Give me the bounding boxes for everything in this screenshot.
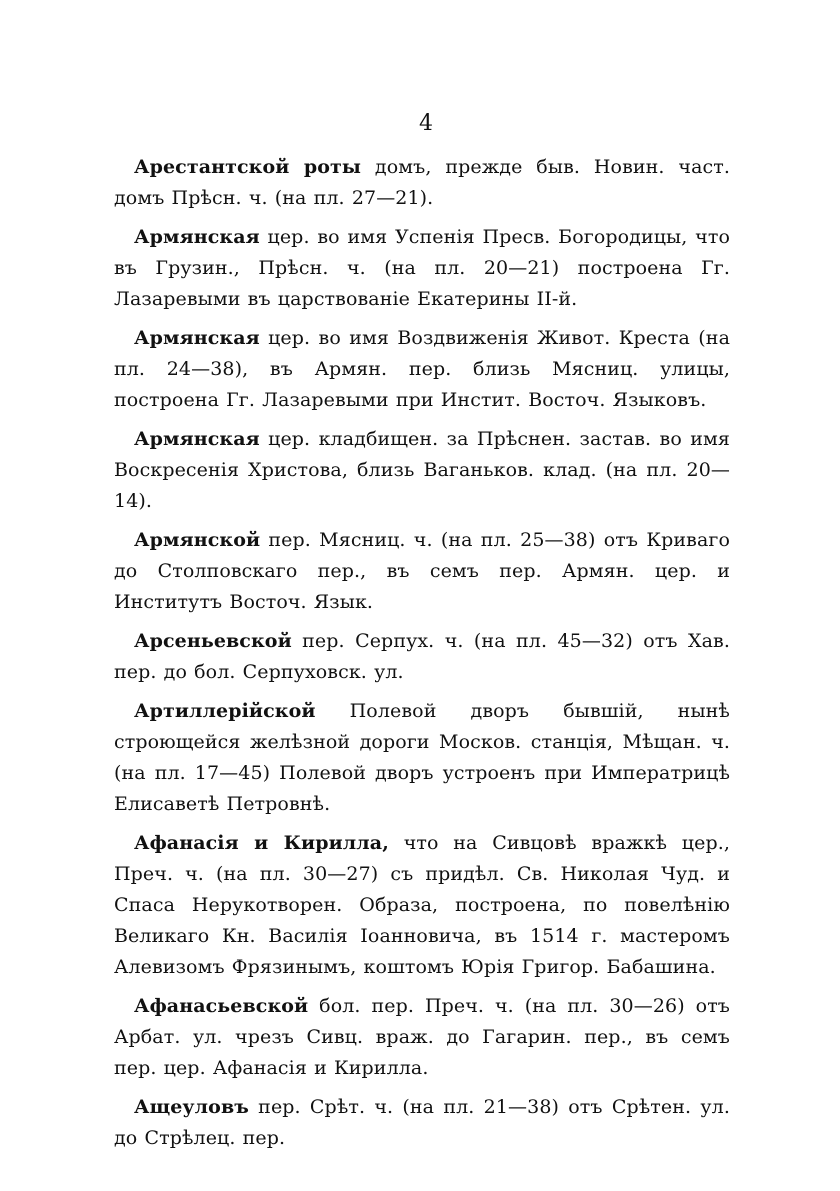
entry-text: бол. пер. Преч. ч. (на пл. 30—26) отъ Арбат. ул. чрезъ Сивц. враж. до Гагарин. пер., въ семъ пер. цер. Афанасія и Кирилла. [114, 995, 730, 1079]
entry [114, 525, 730, 618]
entry [114, 696, 730, 820]
entry-text: цер. во имя Успенія Пресв. Богородицы, что въ Грузин., Прѣсн. ч. (на пл. 20—21) построена Гг. Лазаревыми въ царствованіе Екатерины II-й. [114, 226, 730, 310]
entry-text: пер. Серпух. ч. (на пл. 45—32) отъ Хав. пер. до бол. Серпуховск. ул. [114, 630, 730, 683]
entry-headword: Армянской [134, 529, 261, 551]
entry [114, 991, 730, 1084]
entry-headword: Артиллерійской [134, 700, 316, 722]
entry-headword: Ащеуловъ [134, 1096, 249, 1118]
entry-text: что на Сивцовѣ вражкѣ цер., Преч. ч. (на пл. 30—27) съ придѣл. Св. Николая Чуд. и Спаса Нерукотворен. Образа, построена, по повелѣнію Великаго Кн. Василія Іоанновича, въ 1514 г. мастеромъ Алевизомъ Фрязинымъ, коштомъ Юрія Григор. Бабашина. [114, 832, 730, 978]
page-number: 4 [419, 111, 433, 136]
entry-headword: Арестантской роты [134, 156, 362, 178]
entry [114, 152, 730, 214]
entry [114, 424, 730, 517]
entry-text: домъ, прежде быв. Новин. част. домъ Прѣсн. ч. (на пл. 27—21). [114, 156, 730, 209]
entry-headword: Армянская [134, 327, 260, 349]
entry-text: Полевой дворъ бывшій, нынѣ строющейся желѣзной дороги Москов. станція, Мѣщан. ч. (на пл. 17—45) Полевой дворъ устроенъ при Императрицѣ Елисаветѣ Петровнѣ. [114, 700, 730, 815]
entry-text: пер. Мясниц. ч. (на пл. 25—38) отъ Криваго до Столповскаго пер., въ семъ пер. Армян. цер. и Институтъ Восточ. Язык. [114, 529, 730, 613]
entry-text: пер. Срѣт. ч. (на пл. 21—38) отъ Срѣтен. ул. до Стрѣлец. пер. [114, 1096, 730, 1149]
entry-headword: Афанасія и Кирилла, [134, 832, 389, 854]
entry [114, 1092, 730, 1154]
entry [114, 626, 730, 688]
entry-headword: Армянская [134, 428, 260, 450]
entry-text: цер. кладбищен. за Прѣснен. застав. во имя Воскресенія Христова, близь Ваганьков. клад. (на пл. 20—14). [114, 428, 730, 512]
entry [114, 828, 730, 983]
entry-headword: Арсеньевской [134, 630, 292, 652]
entry [114, 222, 730, 315]
entry-text: цер. во имя Воздвиженія Живот. Креста (на пл. 24—38), въ Армян. пер. близь Мясниц. улицы, построена Гг. Лазаревыми при Инстит. Восточ. Языковъ. [114, 327, 730, 411]
entry-headword: Армянская [134, 226, 260, 248]
entry-headword: Афанасьевской [134, 995, 309, 1017]
entry [114, 323, 730, 416]
